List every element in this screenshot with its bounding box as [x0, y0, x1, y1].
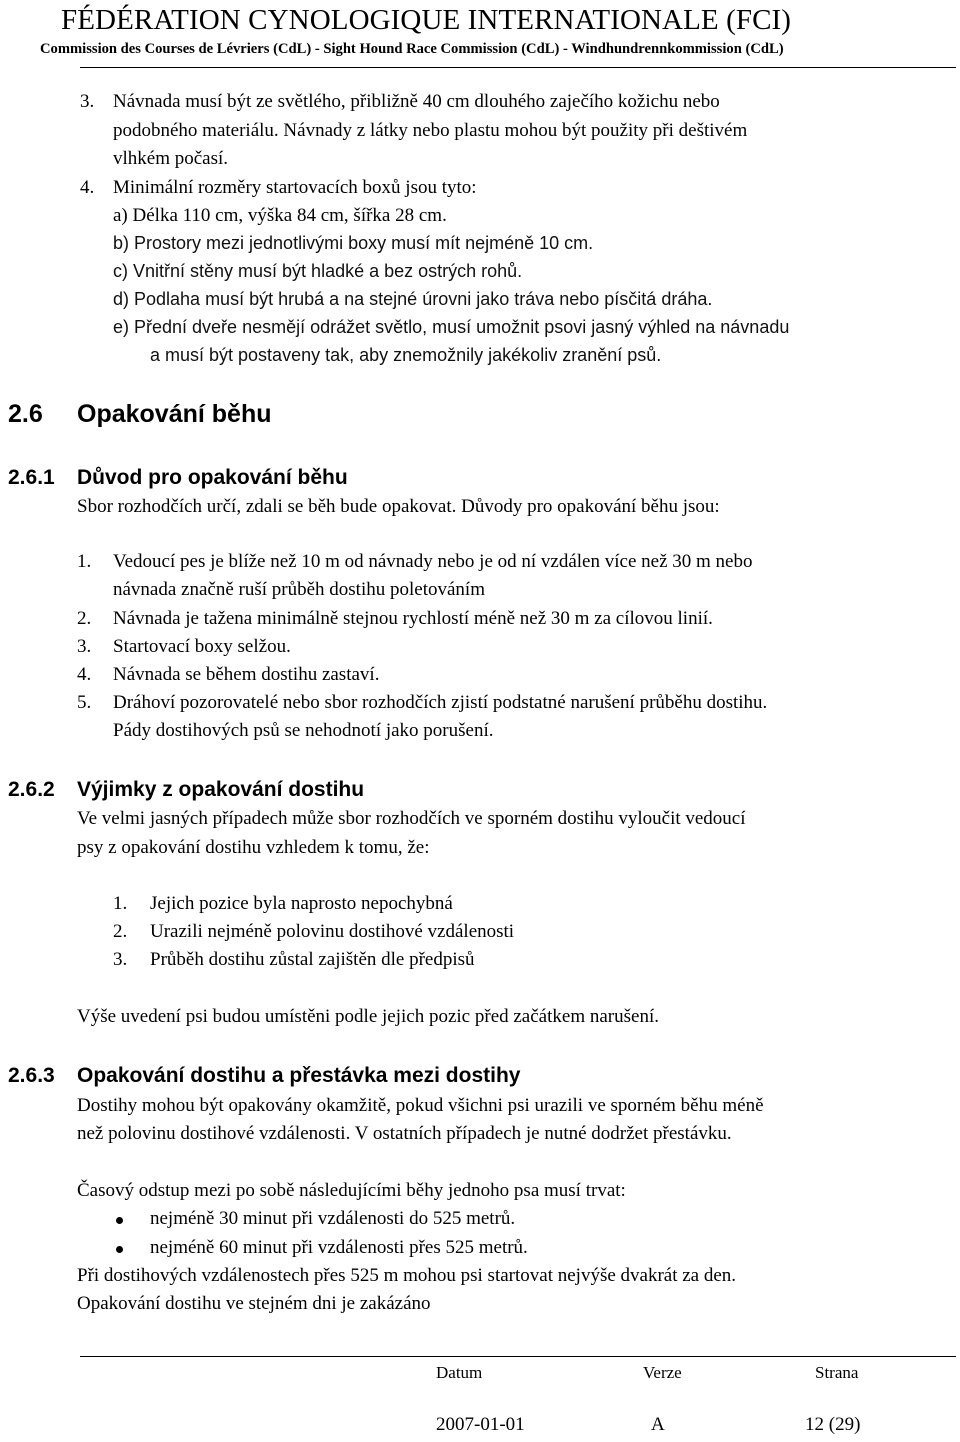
footer-label-page: Strana [815, 1363, 859, 1382]
subsection-number: 2.6.3 [8, 1064, 55, 1087]
paragraph: Výše uvedení psi budou umístěni podle jejich pozic před začátkem narušení. [77, 1006, 659, 1027]
footer-page-number: 12 (29) [805, 1414, 861, 1435]
paragraph: Sbor rozhodčích určí, zdali se běh bude opakovat. Důvody pro opakování běhu jsou: [77, 496, 720, 517]
header-rule [80, 67, 956, 68]
sub-item-e-continued: a musí být postaveny tak, aby znemožnily jakékoliv zranění psů. [150, 345, 662, 365]
list-item-text: podobného materiálu. Návnady z látky nebo plastu mohou být použity při deštivém [113, 120, 748, 141]
bullet-item: nejméně 60 minut při vzdálenosti přes 525 metrů. [150, 1237, 528, 1258]
list-item-text: Návnada je tažena minimálně stejnou rychlostí méně než 30 m za cílovou linií. [113, 608, 713, 629]
paragraph: psy z opakování dostihu vzhledem k tomu, že: [77, 837, 430, 858]
list-item-text: návnada značně ruší průběh dostihu poletováním [113, 579, 485, 600]
list-item-text: Vedoucí pes je blíže než 10 m od návnady nebo je od ní vzdálen více než 30 m nebo [113, 551, 753, 572]
list-item-text: Průběh dostihu zůstal zajištěn dle předpisů [150, 949, 475, 970]
document-title: FÉDÉRATION CYNOLOGIQUE INTERNATIONALE (FCI) [61, 4, 792, 36]
list-item-number: 1. [113, 893, 128, 914]
sub-item-b: b) Prostory mezi jednotlivými boxy musí mít nejméně 10 cm. [113, 233, 594, 253]
subsection-heading: Důvod pro opakování běhu [77, 466, 348, 489]
list-item-number: 3. [80, 91, 95, 112]
section-number: 2.6 [8, 400, 43, 428]
sub-item-c: c) Vnitřní stěny musí být hladké a bez ostrých rohů. [113, 261, 523, 281]
footer-label-version: Verze [643, 1363, 682, 1382]
footer-date: 2007-01-01 [436, 1414, 525, 1435]
paragraph: Dostihy mohou být opakovány okamžitě, pokud všichni psi urazili ve sporném běhu méně [77, 1095, 764, 1116]
sub-item-e: e) Přední dveře nesmějí odrážet světlo, musí umožnit psovi jasný výhled na návnadu [113, 317, 790, 337]
list-item-number: 1. [77, 551, 92, 572]
bullet-icon [116, 1217, 123, 1224]
list-item-text: Startovací boxy selžou. [113, 636, 291, 657]
paragraph: Ve velmi jasných případech může sbor rozhodčích ve sporném dostihu vyloučit vedoucí [77, 808, 746, 829]
bullet-item: nejméně 30 minut při vzdálenosti do 525 metrů. [150, 1208, 516, 1229]
list-item-number: 4. [77, 664, 92, 685]
list-item-number: 3. [77, 636, 92, 657]
list-item-number: 4. [80, 177, 95, 198]
subsection-number: 2.6.2 [8, 778, 55, 801]
paragraph: Časový odstup mezi po sobě následujícími běhy jednoho psa musí trvat: [77, 1180, 626, 1201]
list-item-text: Jejich pozice byla naprosto nepochybná [150, 893, 453, 914]
list-item-text: Návnada se během dostihu zastaví. [113, 664, 380, 685]
sub-item-d: d) Podlaha musí být hrubá a na stejné úrovni jako tráva nebo písčitá dráha. [113, 289, 713, 309]
paragraph: Opakování dostihu ve stejném dni je zakázáno [77, 1293, 431, 1314]
list-item-text: vlhkém počasí. [113, 148, 229, 169]
list-item-number: 2. [77, 608, 92, 629]
footer-rule [80, 1356, 956, 1357]
list-item-text: Návnada musí být ze světlého, přibližně 40 cm dlouhého zaječího kožichu nebo [113, 91, 720, 112]
sub-item-a: a) Délka 110 cm, výška 84 cm, šířka 28 cm. [113, 205, 447, 226]
document-subtitle: Commission des Courses de Lévriers (CdL) - Sight Hound Race Commission (CdL) - Windhundrennkommission (CdL) [40, 41, 784, 57]
list-item-text: Pády dostihových psů se nehodnotí jako porušení. [113, 720, 494, 741]
list-item-number: 5. [77, 692, 92, 713]
subsection-heading: Výjimky z opakování dostihu [77, 778, 365, 801]
subsection-heading: Opakování dostihu a přestávka mezi dostihy [77, 1064, 521, 1087]
list-item-number: 2. [113, 921, 128, 942]
paragraph: Při dostihových vzdálenostech přes 525 m mohou psi startovat nejvýše dvakrát za den. [77, 1265, 737, 1286]
list-item-text: Urazili nejméně polovinu dostihové vzdálenosti [150, 921, 515, 942]
section-heading: Opakování běhu [77, 400, 272, 428]
footer-label-date: Datum [436, 1363, 483, 1382]
list-item-text: Dráhoví pozorovatelé nebo sbor rozhodčích zjistí podstatné narušení průběhu dostihu. [113, 692, 768, 713]
bullet-icon [116, 1246, 123, 1253]
subsection-number: 2.6.1 [8, 466, 55, 489]
footer-version: A [651, 1414, 665, 1435]
list-item-number: 3. [113, 949, 128, 970]
paragraph: než polovinu dostihové vzdálenosti. V ostatních případech je nutné dodržet přestávku. [77, 1123, 732, 1144]
list-item-text: Minimální rozměry startovacích boxů jsou tyto: [113, 177, 477, 198]
